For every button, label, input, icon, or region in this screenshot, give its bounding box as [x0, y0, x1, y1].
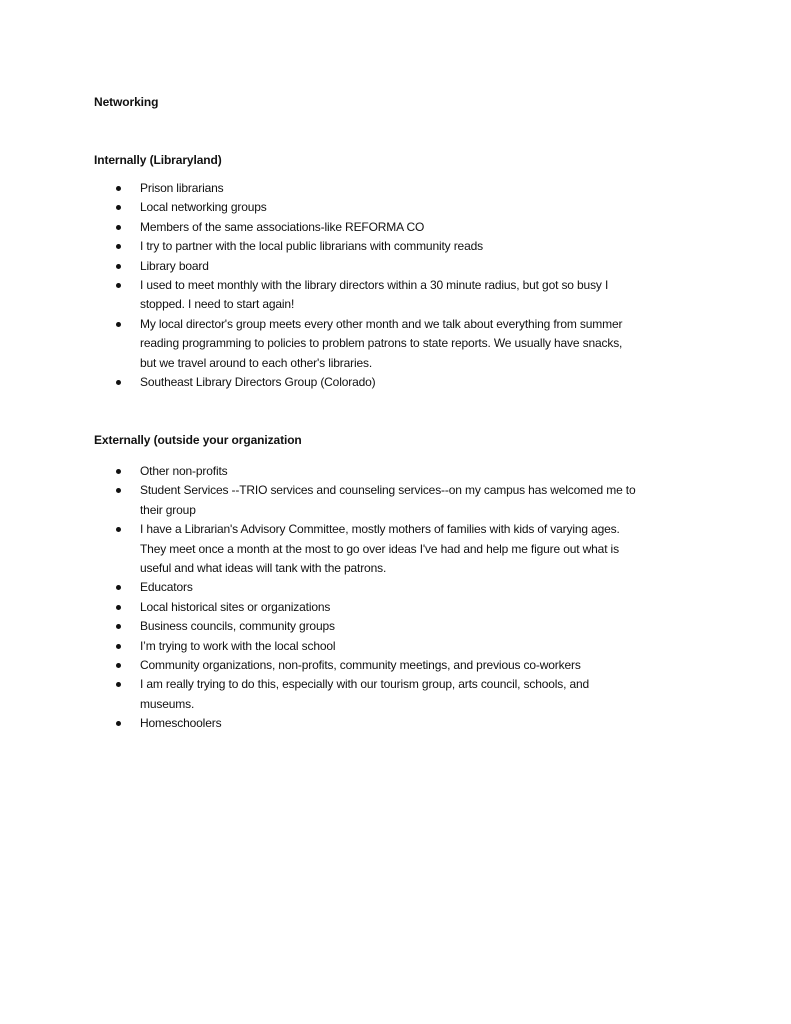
list-item-text: Community organizations, non-profits, community meetings, and previous co-workers — [140, 658, 581, 673]
bullet-icon — [116, 205, 121, 210]
list-item — [0, 675, 700, 714]
list-item — [0, 373, 700, 392]
list-item — [0, 179, 700, 198]
bullet-icon — [116, 624, 121, 629]
bullet-icon — [116, 488, 121, 493]
bullet-icon — [116, 682, 121, 687]
list-item — [0, 257, 700, 276]
list-item-text: Educators — [140, 580, 193, 595]
section-heading-internally: Internally (Libraryland) — [94, 153, 222, 167]
list-item-text: I try to partner with the local public librarians with community reads — [140, 239, 483, 254]
list-item — [0, 481, 700, 520]
list-item — [0, 198, 700, 217]
list-item-text: Members of the same associations-like REFORMA CO — [140, 219, 425, 234]
list-item-text: museums. — [140, 696, 195, 711]
list-item — [0, 656, 700, 675]
list-item-text: I have a Librarian's Advisory Committee, mostly mothers of families with kids of varying ages. — [140, 522, 620, 537]
list-item-text: Other non-profits — [140, 464, 228, 478]
list-item-text: reading programming to policies to problem patrons to state reports. We usually have snacks, — [140, 336, 623, 351]
list-item-text: stopped. I need to start again! — [140, 297, 295, 312]
bullet-list-externally — [0, 462, 700, 734]
bullet-icon — [116, 322, 121, 327]
bullet-icon — [116, 644, 121, 649]
bullet-icon — [116, 585, 121, 590]
list-item — [0, 315, 700, 373]
section-heading-externally: Externally (outside your organization — [94, 433, 302, 447]
bullet-icon — [116, 264, 121, 269]
list-item-text: useful and what ideas will tank with the patrons. — [140, 561, 387, 576]
bullet-icon — [116, 721, 121, 726]
list-item-text: Local historical sites or organizations — [140, 599, 331, 614]
list-item-text: They meet once a month at the most to go over ideas I've had and help me figure out what is — [140, 541, 619, 556]
list-item-text: Library board — [140, 258, 209, 273]
list-item — [0, 578, 700, 597]
bullet-icon — [116, 663, 121, 668]
bullet-icon — [116, 605, 121, 610]
list-item-text: Prison librarians — [140, 181, 224, 195]
list-item-text: I used to meet monthly with the library directors within a 30 minute radius, but got so busy I — [140, 278, 609, 293]
list-item — [0, 237, 700, 256]
list-item-text: Student Services --TRIO services and counseling services--on my campus has welcomed me to — [140, 483, 636, 498]
bullet-icon — [116, 186, 121, 191]
bullet-icon — [116, 469, 121, 474]
bullet-list-internally — [0, 179, 700, 392]
list-item — [0, 218, 700, 237]
list-item — [0, 520, 700, 578]
list-item-text: I’m trying to work with the local school — [140, 638, 336, 653]
bullet-icon — [116, 244, 121, 249]
list-item — [0, 276, 700, 315]
list-item — [0, 617, 700, 636]
list-item-text: Business councils, community groups — [140, 619, 335, 634]
list-item-text: Local networking groups — [140, 200, 267, 215]
list-item-text: I am really trying to do this, especially with our tourism group, arts council, schools, and — [140, 677, 590, 692]
list-item-text: but we travel around to each other's libraries. — [140, 355, 373, 370]
bullet-icon — [116, 225, 121, 230]
page-title: Networking — [94, 95, 159, 109]
list-item — [0, 637, 700, 656]
bullet-icon — [116, 380, 121, 385]
list-item — [0, 462, 700, 481]
list-item-text: their group — [140, 502, 196, 517]
list-item-text: Homeschoolers — [140, 716, 222, 731]
list-item-text: Southeast Library Directors Group (Colorado) — [140, 375, 376, 390]
list-item — [0, 598, 700, 617]
bullet-icon — [116, 527, 121, 532]
list-item-text: My local director's group meets every other month and we talk about everything from summer — [140, 316, 623, 331]
list-item — [0, 714, 700, 733]
bullet-icon — [116, 283, 121, 288]
